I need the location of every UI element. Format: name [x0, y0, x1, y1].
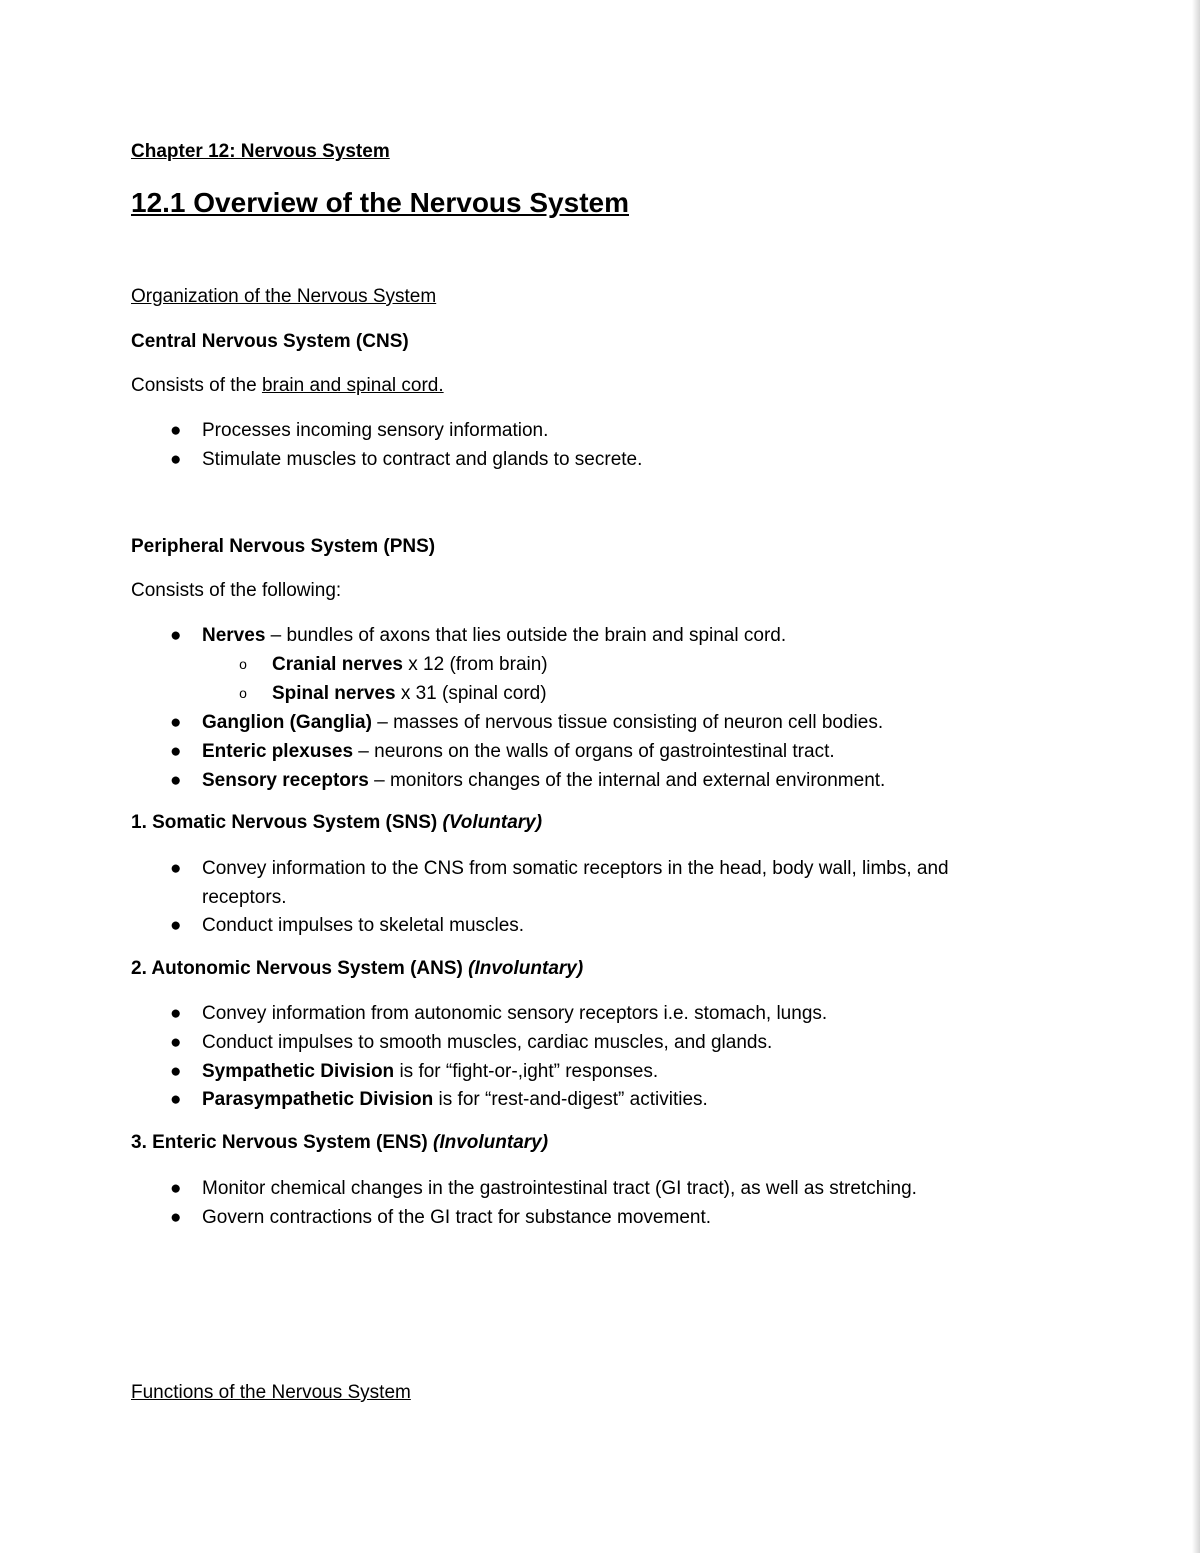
- term-description: – neurons on the walls of organs of gastrointestinal tract.: [353, 741, 835, 762]
- list-item-text: Govern contractions of the GI tract for substance movement.: [202, 1207, 712, 1228]
- ans-qualifier: (Involuntary): [468, 958, 584, 979]
- term: Sensory receptors: [202, 770, 369, 791]
- functions-heading: Functions of the Nervous System: [131, 1382, 411, 1403]
- term-description: – bundles of axons that lies outside the brain and spinal cord.: [265, 625, 787, 646]
- sub-list-item-text: [272, 679, 547, 708]
- list-item-text: [202, 1057, 658, 1086]
- list-item-text: Monitor chemical changes in the gastrointestinal tract (GI tract), as well as stretching.: [202, 1178, 917, 1199]
- sns-heading-text: 1. Somatic Nervous System (SNS): [131, 812, 443, 833]
- bullet-icon: ●: [170, 1061, 182, 1082]
- term: Spinal nerves: [272, 683, 396, 704]
- term: Sympathetic Division: [202, 1061, 395, 1082]
- term: Enteric plexuses: [202, 741, 354, 762]
- sns-heading: [131, 812, 542, 835]
- sub-bullet-icon: o: [239, 656, 247, 672]
- bullet-icon: ●: [170, 915, 182, 936]
- list-item-text: [202, 621, 786, 650]
- organization-heading: Organization of the Nervous System: [131, 286, 437, 307]
- chapter-title: Chapter 12: Nervous System: [131, 141, 390, 162]
- term: Nerves: [202, 625, 266, 646]
- term-description: – monitors changes of the internal and external environment.: [368, 770, 886, 791]
- sub-bullet-icon: o: [239, 685, 247, 701]
- bullet-icon: ●: [170, 712, 182, 733]
- cns-intro-prefix: Consists of the: [131, 375, 262, 396]
- bullet-icon: ●: [170, 449, 182, 470]
- sns-qualifier: (Voluntary): [442, 812, 543, 833]
- term-description: is for “fight-or-,ight” responses.: [394, 1061, 659, 1082]
- bullet-icon: ●: [170, 420, 182, 441]
- list-item-text: [202, 708, 883, 737]
- term: Ganglion (Ganglia): [202, 712, 372, 733]
- list-item-text: Convey information to the CNS from somatic receptors in the head, body wall, limbs, and receptors.: [202, 858, 949, 908]
- sub-list-item-text: [272, 650, 548, 679]
- list-item-text: Conduct impulses to smooth muscles, cardiac muscles, and glands.: [202, 1032, 773, 1053]
- list-item-text: Convey information from autonomic sensory receptors i.e. stomach, lungs.: [202, 1003, 828, 1024]
- list-item-text: Conduct impulses to skeletal muscles.: [202, 915, 525, 936]
- bullet-icon: ●: [170, 1032, 182, 1053]
- pns-intro: Consists of the following:: [131, 580, 342, 601]
- cns-intro: [131, 375, 444, 398]
- ans-heading: [131, 958, 583, 981]
- bullet-icon: ●: [170, 1207, 182, 1228]
- bullet-icon: ●: [170, 770, 182, 791]
- bullet-icon: ●: [170, 625, 182, 646]
- pns-heading: Peripheral Nervous System (PNS): [131, 536, 436, 557]
- list-item-text: [202, 766, 885, 795]
- term-description: is for “rest-and-digest” activities.: [433, 1089, 708, 1110]
- term-description: x 12 (from brain): [402, 654, 548, 675]
- cns-heading: Central Nervous System (CNS): [131, 331, 409, 352]
- cns-intro-underlined: brain and spinal cord.: [261, 375, 444, 396]
- bullet-icon: ●: [170, 1089, 182, 1110]
- term-description: x 31 (spinal cord): [395, 683, 547, 704]
- bullet-icon: ●: [170, 741, 182, 762]
- page-edge-shadow: [1192, 0, 1200, 1553]
- bullet-icon: ●: [170, 858, 182, 879]
- term: Cranial nerves: [272, 654, 403, 675]
- ans-heading-text: 2. Autonomic Nervous System (ANS): [131, 958, 469, 979]
- list-item-text: [202, 737, 835, 766]
- ens-heading: [131, 1132, 548, 1155]
- term-description: – masses of nervous tissue consisting of neuron cell bodies.: [371, 712, 884, 733]
- ens-qualifier: (Involuntary): [433, 1132, 549, 1153]
- term: Parasympathetic Division: [202, 1089, 434, 1110]
- list-item-text: Processes incoming sensory information.: [202, 420, 549, 441]
- section-title: 12.1 Overview of the Nervous System: [131, 187, 629, 218]
- list-item-text: [202, 1085, 708, 1114]
- bullet-icon: ●: [170, 1178, 182, 1199]
- ens-heading-text: 3. Enteric Nervous System (ENS): [131, 1132, 433, 1153]
- bullet-icon: ●: [170, 1003, 182, 1024]
- list-item-text: Stimulate muscles to contract and glands to secrete.: [202, 449, 643, 470]
